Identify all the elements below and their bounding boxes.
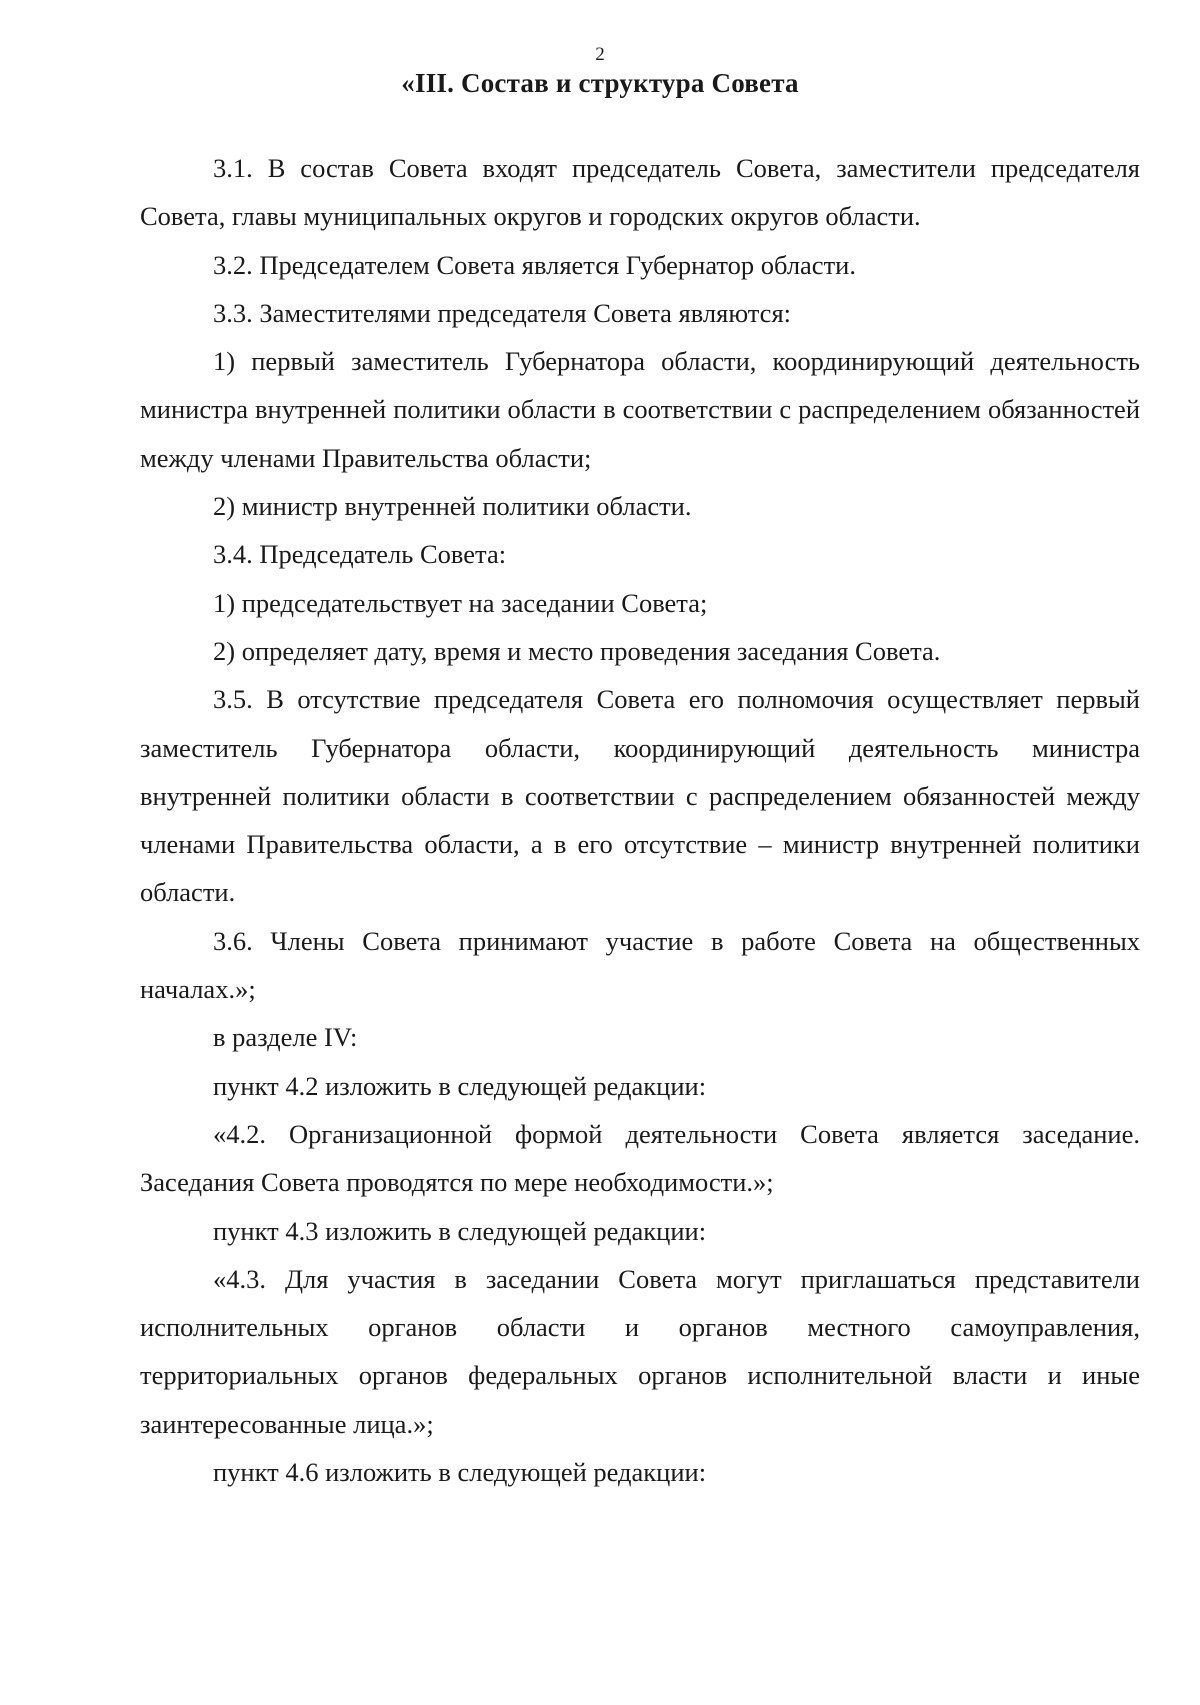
paragraph-3-4: 3.4. Председатель Совета: [213, 539, 507, 570]
paragraph-section-iv: в разделе IV: [213, 1022, 358, 1053]
paragraph-3-3-item-1: 1) первый заместитель Губернатора области, координирующий деятельность министра внутренней политики области в соответствии с распределением обязанностей между членами Правительства области; [140, 346, 1140, 473]
paragraph-item-4-2-intro: пункт 4.2 изложить в следующей редакции: [213, 1070, 707, 1101]
paragraph-3-3: 3.3. Заместителями председателя Совета являются: [213, 297, 791, 328]
paragraph-4-2: «4.2. Организационной формой деятельности Совета является заседание. Заседания Совета проводятся по мере необходимости.»; [140, 1118, 1140, 1198]
paragraph-3-1: 3.1. В состав Совета входят председатель Совета, заместители председателя Совета, главы муниципальных округов и городских округов области. [140, 153, 1140, 232]
paragraph-3-6: 3.6. Члены Совета принимают участие в работе Совета на общественных началах.»; [140, 925, 1140, 1005]
paragraph-3-2: 3.2. Председателем Совета является Губернатор области. [213, 249, 856, 280]
section-title: «III. Состав и структура Совета [401, 68, 799, 98]
paragraph-item-4-3-intro: пункт 4.3 изложить в следующей редакции: [213, 1215, 707, 1246]
paragraph-3-4-item-2: 2) определяет дату, время и место проведения заседания Совета. [213, 635, 941, 666]
paragraph-item-4-6-intro: пункт 4.6 изложить в следующей редакции: [213, 1457, 707, 1488]
document-body [140, 144, 1140, 1496]
paragraph-4-3: «4.3. Для участия в заседании Совета могут приглашаться представители исполнительных органов области и органов местного самоуправления, территориальных органов федеральных органов исполнительной власти и иные заинтересованные лица.»; [140, 1263, 1140, 1439]
page-number: 2 [595, 44, 605, 65]
paragraph-3-5: 3.5. В отсутствие председателя Совета его полномочия осуществляет первый заместитель Губернатора области, координирующий деятельность министра внутренней политики области в соответствии с распределением обязанностей между членами Правительства области, а в его отсутствие – министр внутренней политики области. [140, 684, 1140, 908]
paragraph-3-3-item-2: 2) министр внутренней политики области. [213, 491, 692, 522]
paragraph-3-4-item-1: 1) председательствует на заседании Совета; [213, 587, 708, 618]
